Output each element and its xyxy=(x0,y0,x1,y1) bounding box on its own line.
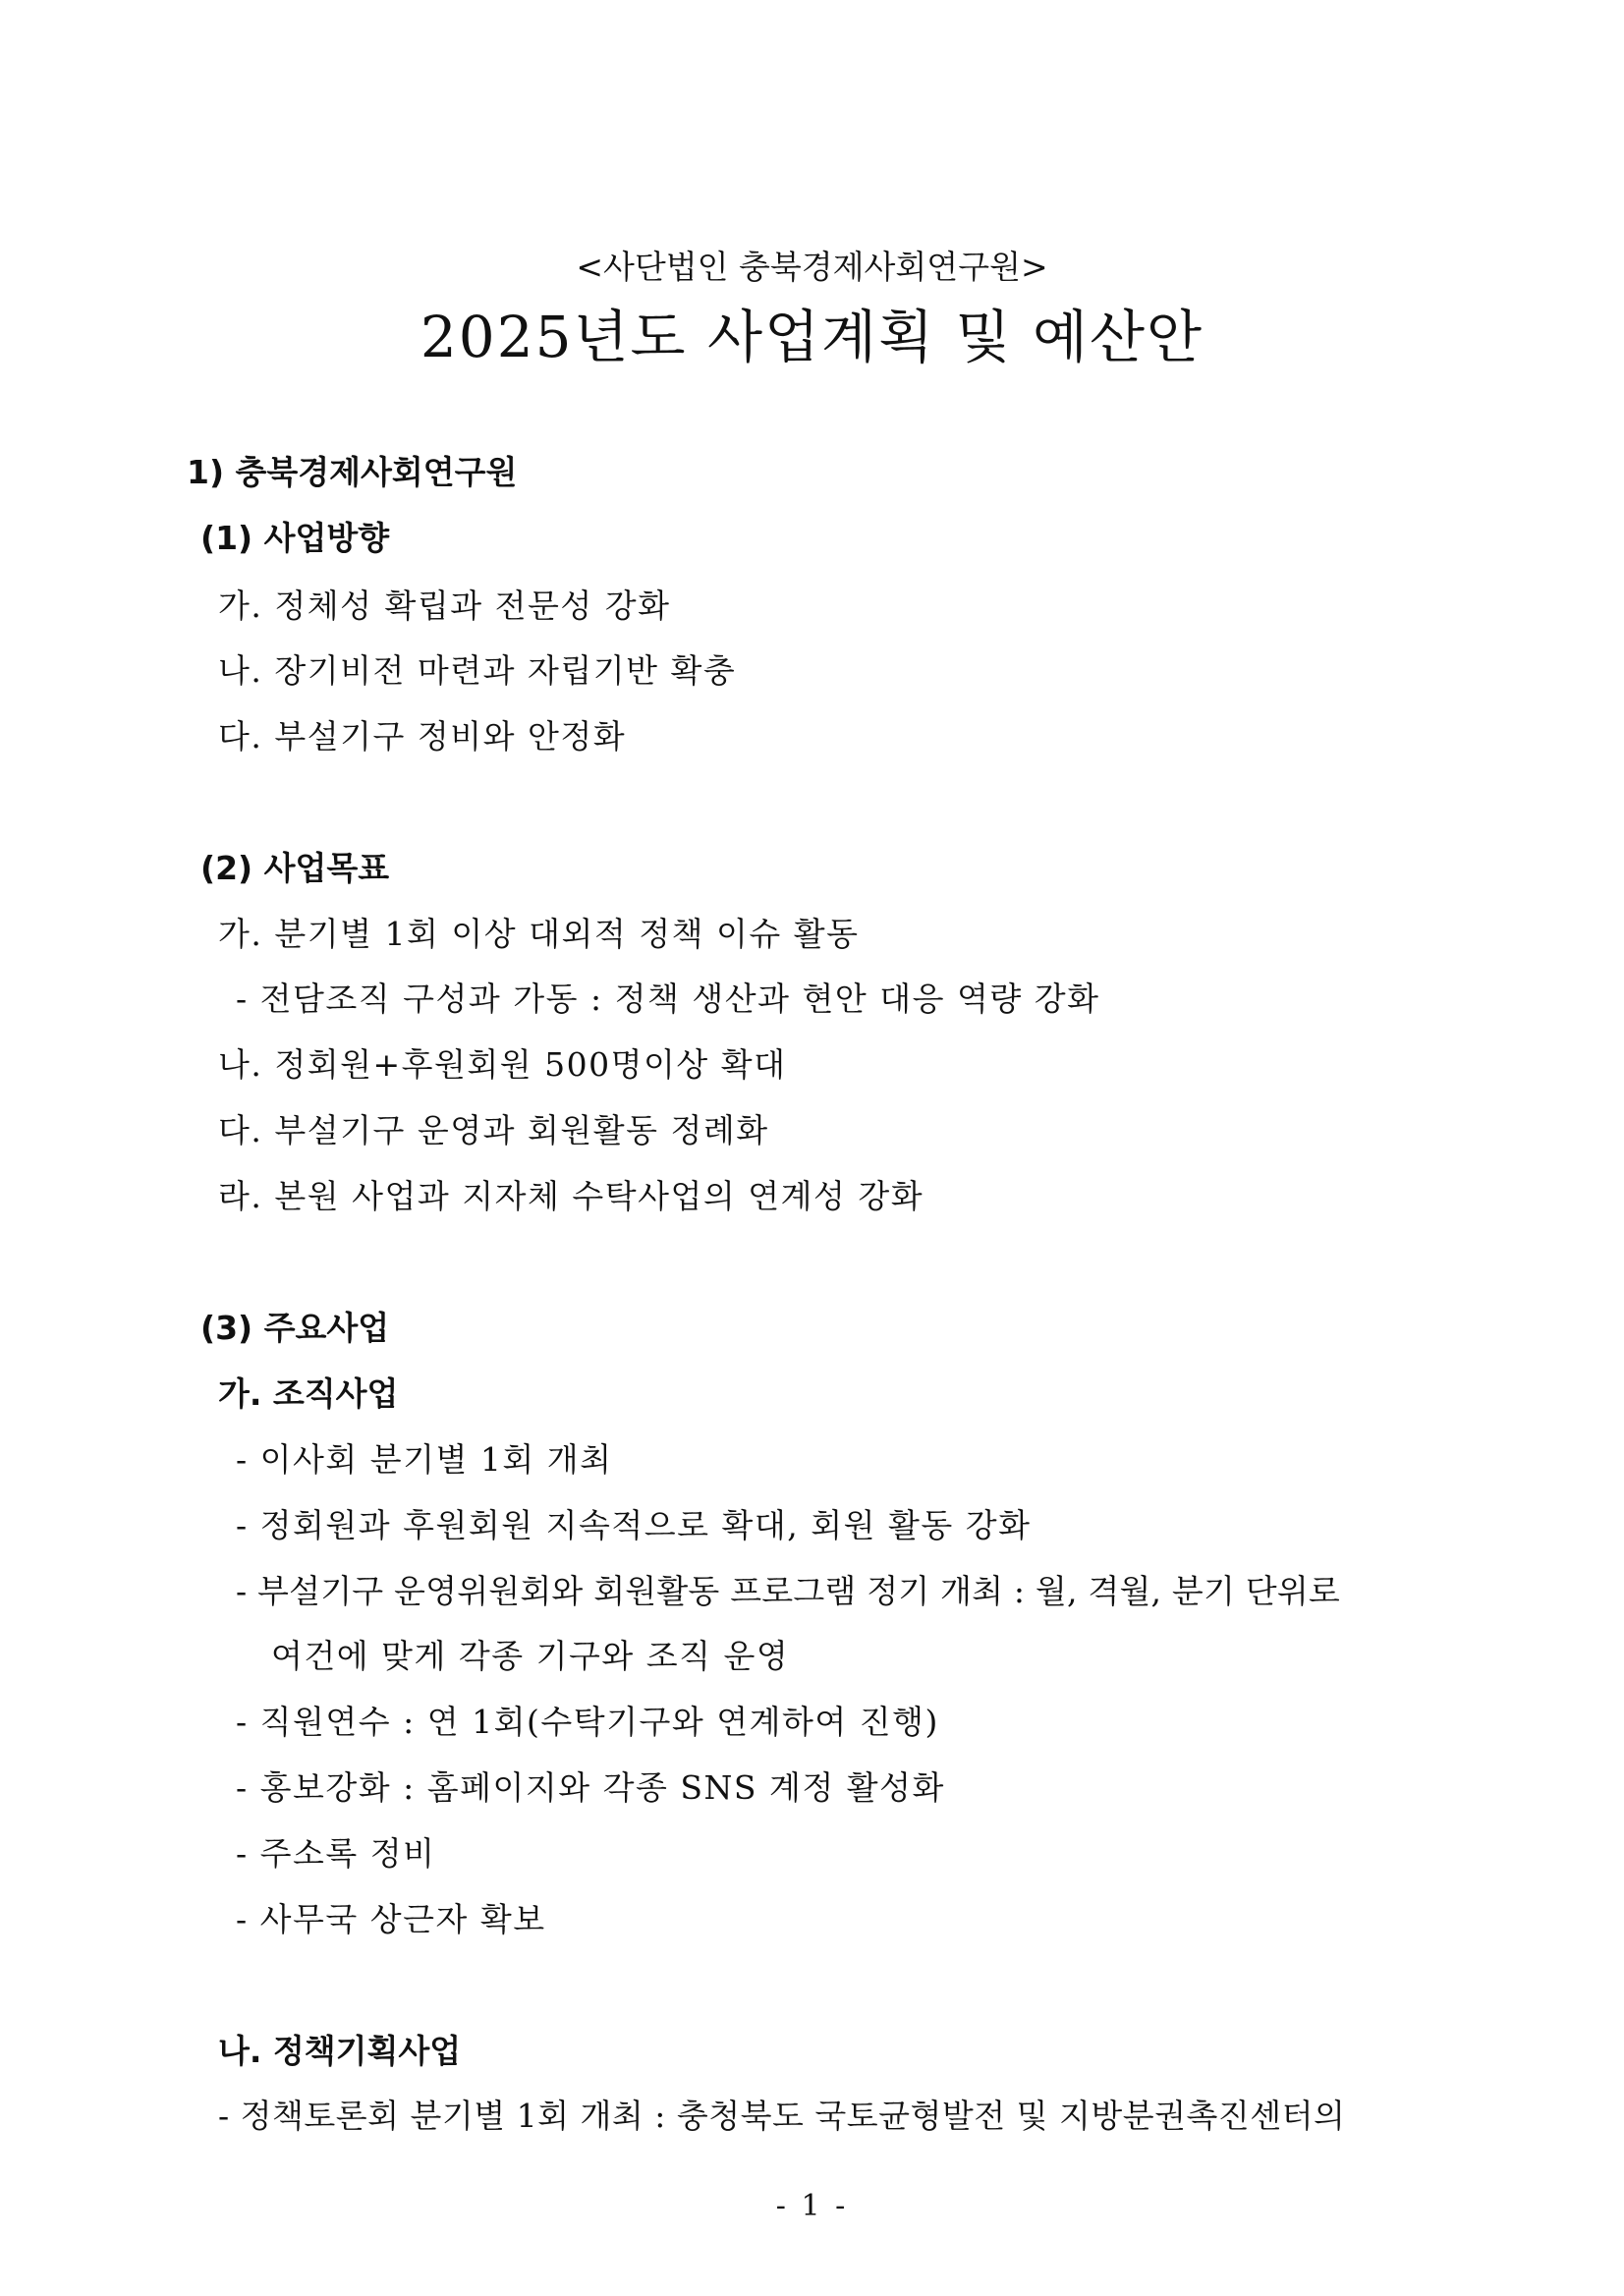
org-item: - 부설기구 운영위원회와 회원활동 프로그램 정기 개최 : 월, 격월, 분기 단위로 xyxy=(236,1572,1340,1610)
policy-item: - 정책토론회 분기별 1회 개최 : 충청북도 국토균형발전 및 지방분권촉진센터의 xyxy=(218,2097,1346,2135)
goals-item: 다. 부설기구 운영과 회원활동 정례화 xyxy=(218,1111,769,1149)
goals-subitem: - 전담조직 구성과 가동 : 정책 생산과 현안 대응 역량 강화 xyxy=(236,980,1100,1018)
main-projects-heading: (3) 주요사업 xyxy=(200,1309,390,1347)
goals-item: 나. 정회원+후원회원 500명이상 확대 xyxy=(218,1045,787,1084)
direction-item: 다. 부설기구 정비와 안정화 xyxy=(218,717,627,756)
page-number: - 1 - xyxy=(775,2189,849,2223)
goals-heading: (2) 사업목표 xyxy=(200,849,390,887)
org-item: - 직원연수 : 연 1회(수탁기구와 연계하여 진행) xyxy=(236,1703,939,1741)
direction-item: 나. 장기비전 마련과 자립기반 확충 xyxy=(218,651,737,690)
document-subtitle: <사단법인 충북경제사회연구원> xyxy=(576,248,1048,286)
org-item: - 주소록 정비 xyxy=(236,1834,436,1873)
org-projects-heading: 가. 조직사업 xyxy=(218,1374,399,1413)
section-heading: 1) 충북경제사회연구원 xyxy=(187,453,518,491)
direction-item: 가. 정체성 확립과 전문성 강화 xyxy=(218,587,671,625)
goals-item: 가. 분기별 1회 이상 대외적 정책 이슈 활동 xyxy=(218,915,860,953)
goals-item: 라. 본원 사업과 지자체 수탁사업의 연계성 강화 xyxy=(218,1177,924,1215)
org-item: - 정회원과 후원회원 지속적으로 확대, 회원 활동 강화 xyxy=(236,1506,1032,1544)
direction-heading: (1) 사업방향 xyxy=(200,519,390,557)
policy-projects-heading: 나. 정책기획사업 xyxy=(218,2032,462,2070)
org-item-continuation: 여건에 맞게 각종 기구와 조직 운영 xyxy=(271,1637,790,1675)
document-title: 2025년도 사업계획 및 예산안 xyxy=(420,304,1204,370)
org-item: - 홍보강화 : 홈페이지와 각종 SNS 계정 활성화 xyxy=(236,1768,945,1807)
org-item: - 이사회 분기별 1회 개최 xyxy=(236,1440,613,1479)
org-item: - 사무국 상근자 확보 xyxy=(236,1900,546,1938)
